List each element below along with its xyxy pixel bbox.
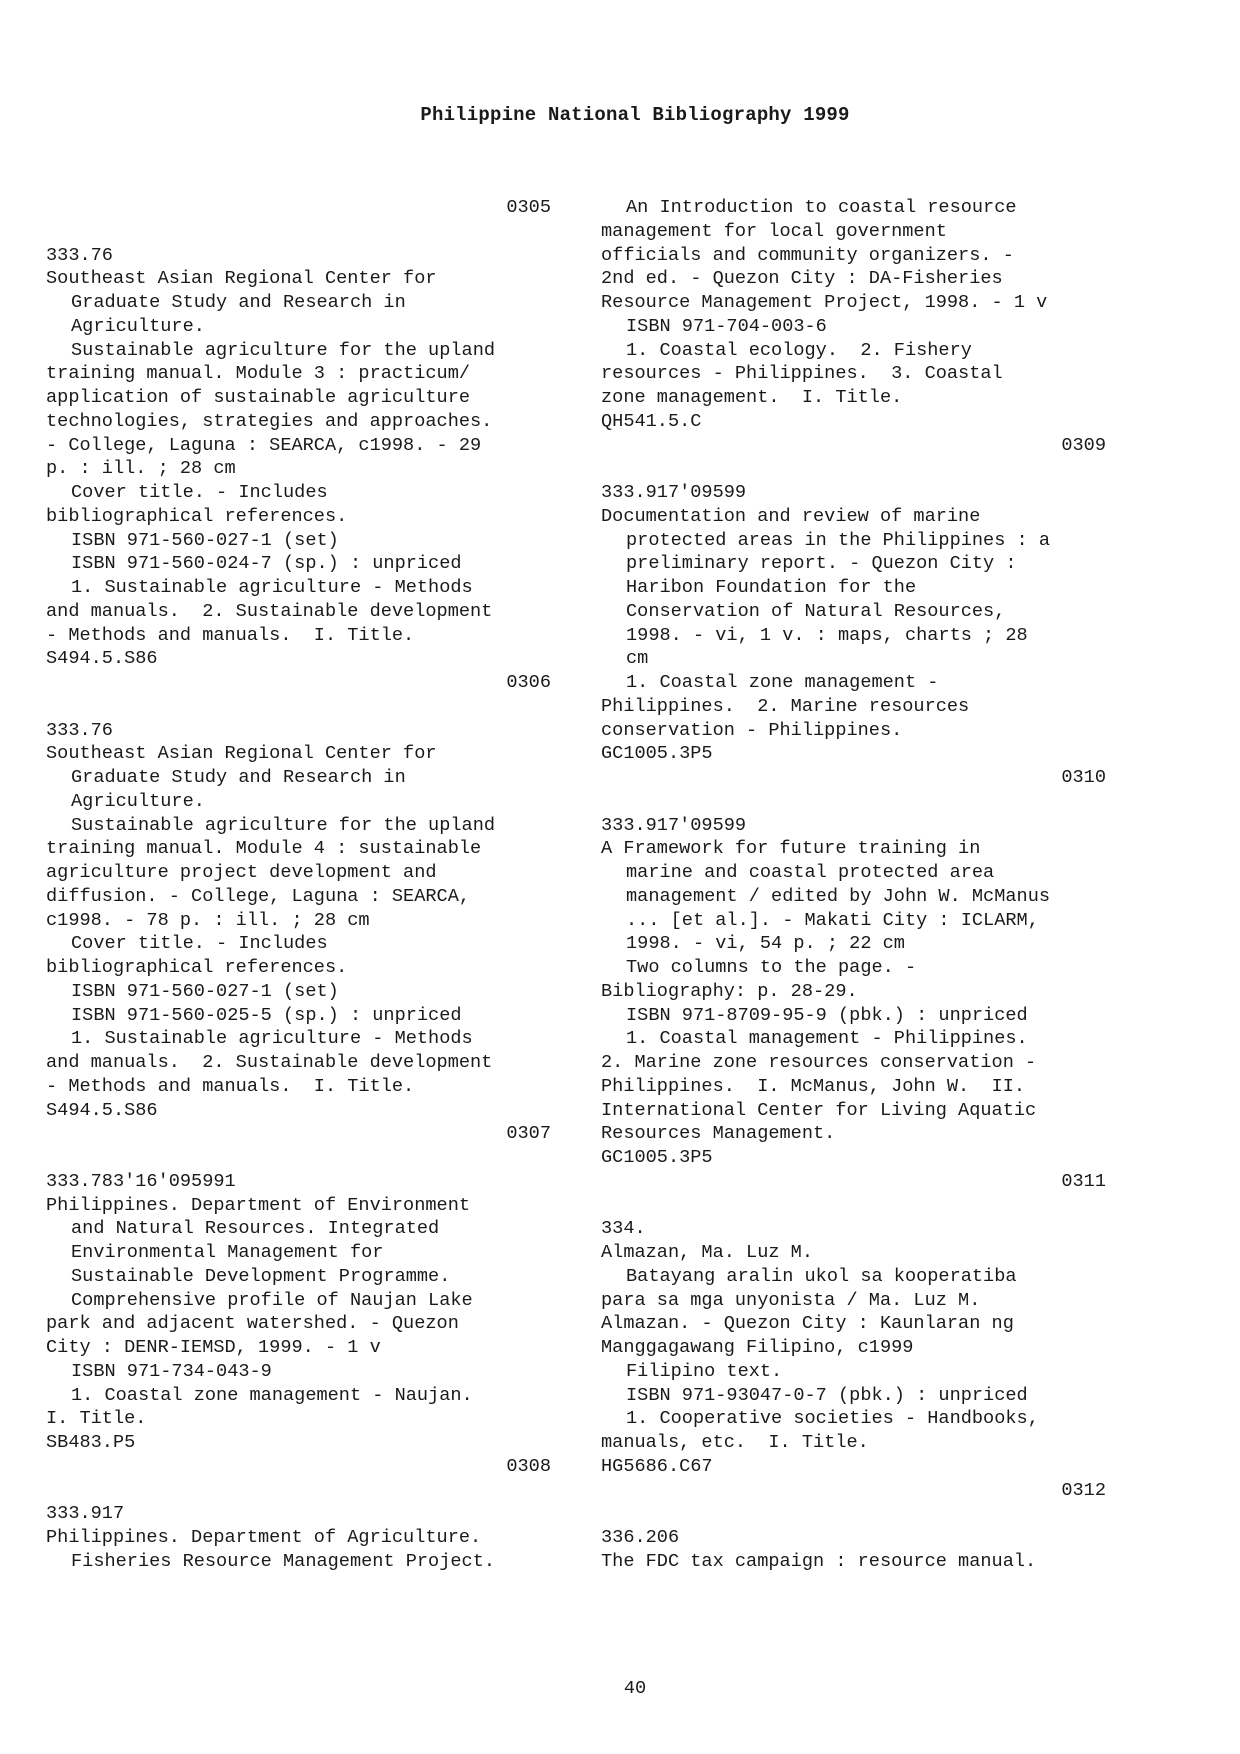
text-line: ISBN 971-560-024-7 (sp.) : unpriced [71, 553, 462, 575]
text-line: Philippines. 2. Marine resources [601, 695, 970, 717]
text-line: 333.917'09599 [601, 482, 747, 503]
text-line: bibliographical references. [46, 505, 348, 527]
text-line: 336.206 [601, 1527, 680, 1548]
text-line: management / edited by John W. McManus [626, 885, 1051, 907]
text-line: Southeast Asian Regional Center for [46, 743, 437, 765]
text-line: marine and coastal protected area [626, 862, 995, 883]
text-line: para sa mga unyonista / Ma. Luz M. [601, 1289, 981, 1311]
text-line [46, 695, 551, 719]
page-number: 40 [623, 1678, 647, 1699]
text-line: 1. Cooperative societies - Handbooks, [626, 1408, 1039, 1430]
text-line [46, 1479, 551, 1503]
entry-number: 0310 [1061, 767, 1106, 788]
text-line [601, 790, 1106, 814]
text-line: technologies, strategies and approaches. [46, 410, 493, 432]
text-line: - Methods and manuals. I. Title. [46, 624, 415, 646]
text-line: Cover title. - Includes [71, 482, 328, 503]
text-line: ISBN 971-560-027-1 (set) [71, 980, 339, 1002]
text-line: QH541.5.C [601, 410, 702, 432]
text-line: ISBN 971-734-043-9 [71, 1360, 272, 1382]
text-line: Batayang aralin ukol sa kooperatiba [626, 1265, 1017, 1287]
text-line: 333.76 [46, 244, 113, 266]
text-line: Resource Management Project, 1998. - 1 v [601, 292, 1048, 313]
text-line: 1. Coastal zone management - Naujan. [71, 1384, 473, 1406]
right-column [601, 196, 1106, 1574]
text-line: Fisheries Resource Management Project. [71, 1550, 496, 1572]
text-line: Cover title. - Includes [71, 933, 328, 955]
text-line: training manual. Module 4 : sustainable [46, 838, 482, 860]
text-line: Filipino text. [626, 1360, 783, 1382]
text-line: officials and community organizers. - [601, 244, 1014, 266]
entry-number: 0308 [506, 1455, 551, 1477]
entry-number: 0307 [506, 1123, 551, 1145]
entry-number: 0311 [1061, 1170, 1106, 1192]
text-line: International Center for Living Aquatic [601, 1099, 1037, 1121]
page-title: Philippine National Bibliography 1999 [420, 104, 850, 126]
text-line: conservation - Philippines. [601, 719, 903, 741]
text-line: 334. [601, 1218, 646, 1240]
text-line: protected areas in the Philippines : a [626, 529, 1051, 551]
text-line: application of sustainable agriculture [46, 387, 471, 408]
text-line: Graduate Study and Research in [71, 767, 406, 788]
entry-number: 0305 [506, 197, 551, 218]
text-line: Agriculture. [71, 790, 205, 812]
text-line: SB483.P5 [46, 1432, 136, 1453]
text-line: A Framework for future training in [601, 838, 981, 860]
text-line [601, 1194, 1106, 1218]
text-line: Sustainable agriculture for the upland [71, 814, 496, 836]
text-line: - College, Laguna : SEARCA, c1998. - 29 [46, 434, 482, 456]
text-line: zone management. I. Title. [601, 387, 903, 408]
text-line: Agriculture. [71, 315, 205, 337]
text-line: Philippines. Department of Agriculture. [46, 1527, 482, 1548]
text-line: The FDC tax campaign : resource manual. [601, 1550, 1037, 1572]
text-line: 2. Marine zone resources conservation - [601, 1052, 1037, 1073]
text-line: - Methods and manuals. I. Title. [46, 1075, 415, 1097]
text-line: 1998. - vi, 54 p. ; 22 cm [626, 933, 905, 955]
text-line: ISBN 971-8709-95-9 (pbk.) : unpriced [626, 1004, 1028, 1026]
text-line: ISBN 971-560-025-5 (sp.) : unpriced [71, 1004, 462, 1026]
text-line: Manggagawang Filipino, c1999 [601, 1337, 914, 1358]
text-line: Haribon Foundation for the [626, 577, 917, 598]
text-line: preliminary report. - Quezon City : [626, 553, 1017, 575]
text-line: GC1005.3P5 [601, 1147, 713, 1168]
text-line: park and adjacent watershed. - Quezon [46, 1313, 459, 1335]
text-line: ... [et al.]. - Makati City : ICLARM, [626, 909, 1039, 931]
entry-number: 0306 [506, 672, 551, 693]
entry-number: 0312 [1061, 1479, 1106, 1501]
text-line: City : DENR-IEMSD, 1999. - 1 v [46, 1337, 381, 1358]
text-line: Bibliography: p. 28-29. [601, 980, 858, 1002]
text-line: 1998. - vi, 1 v. : maps, charts ; 28 [626, 624, 1028, 646]
left-column [46, 196, 551, 1574]
text-line: training manual. Module 3 : practicum/ [46, 363, 471, 385]
text-line: and manuals. 2. Sustainable development [46, 600, 493, 622]
text-line: I. Title. [46, 1408, 147, 1430]
text-line: and Natural Resources. Integrated [71, 1218, 440, 1240]
text-line [46, 1146, 551, 1170]
text-line: Documentation and review of marine [601, 505, 981, 527]
text-line: Sustainable agriculture for the upland [71, 339, 496, 361]
text-line: manuals, etc. I. Title. [601, 1432, 869, 1453]
text-line: GC1005.3P5 [601, 743, 713, 765]
text-line: resources - Philippines. 3. Coastal [601, 363, 1003, 385]
text-line: Sustainable Development Programme. [71, 1265, 451, 1287]
entry-number: 0309 [1061, 434, 1106, 456]
text-line: S494.5.S86 [46, 648, 158, 670]
text-line: 333.783'16'095991 [46, 1170, 236, 1192]
text-line: 333.76 [46, 719, 113, 741]
text-line: diffusion. - College, Laguna : SEARCA, [46, 885, 471, 907]
text-line: S494.5.S86 [46, 1099, 158, 1121]
text-line: 2nd ed. - Quezon City : DA-Fisheries [601, 268, 1003, 290]
text-line: 1. Coastal management - Philippines. [626, 1028, 1028, 1050]
text-line: and manuals. 2. Sustainable development [46, 1052, 493, 1073]
text-line: HG5686.C67 [601, 1455, 713, 1477]
text-line: Graduate Study and Research in [71, 292, 406, 313]
text-line: Comprehensive profile of Naujan Lake [71, 1289, 473, 1311]
text-line: cm [626, 648, 649, 670]
text-line: bibliographical references. [46, 957, 348, 978]
text-line: ISBN 971-93047-0-7 (pbk.) : unpriced [626, 1384, 1028, 1406]
text-line: ISBN 971-704-003-6 [626, 315, 827, 337]
text-line: 1. Coastal ecology. 2. Fishery [626, 339, 972, 361]
text-line: An Introduction to coastal resource [626, 197, 1017, 218]
text-line: Conservation of Natural Resources, [626, 600, 1006, 622]
text-line [601, 457, 1106, 481]
text-line: p. : ill. ; 28 cm [46, 458, 236, 480]
text-line: Environmental Management for [71, 1242, 384, 1263]
text-line: 333.917'09599 [601, 814, 747, 836]
text-line: Resources Management. [601, 1123, 836, 1145]
text-line: Philippines. I. McManus, John W. II. [601, 1075, 1026, 1097]
text-line: 1. Sustainable agriculture - Methods [71, 1028, 473, 1050]
text-line: 1. Sustainable agriculture - Methods [71, 577, 473, 598]
text-line: 1. Coastal zone management - [626, 672, 939, 693]
text-line: Almazan, Ma. Luz M. [601, 1242, 814, 1263]
text-line [46, 220, 551, 244]
text-line [601, 1502, 1106, 1526]
text-line: Two columns to the page. - [626, 957, 917, 978]
text-line: management for local government [601, 220, 947, 242]
text-line: 333.917 [46, 1503, 125, 1525]
text-line: Southeast Asian Regional Center for [46, 268, 437, 290]
text-line: c1998. - 78 p. : ill. ; 28 cm [46, 909, 370, 931]
text-line: Philippines. Department of Environment [46, 1194, 471, 1216]
text-line: agriculture project development and [46, 862, 437, 883]
text-line: Almazan. - Quezon City : Kaunlaran ng [601, 1313, 1014, 1335]
text-line: ISBN 971-560-027-1 (set) [71, 529, 339, 551]
